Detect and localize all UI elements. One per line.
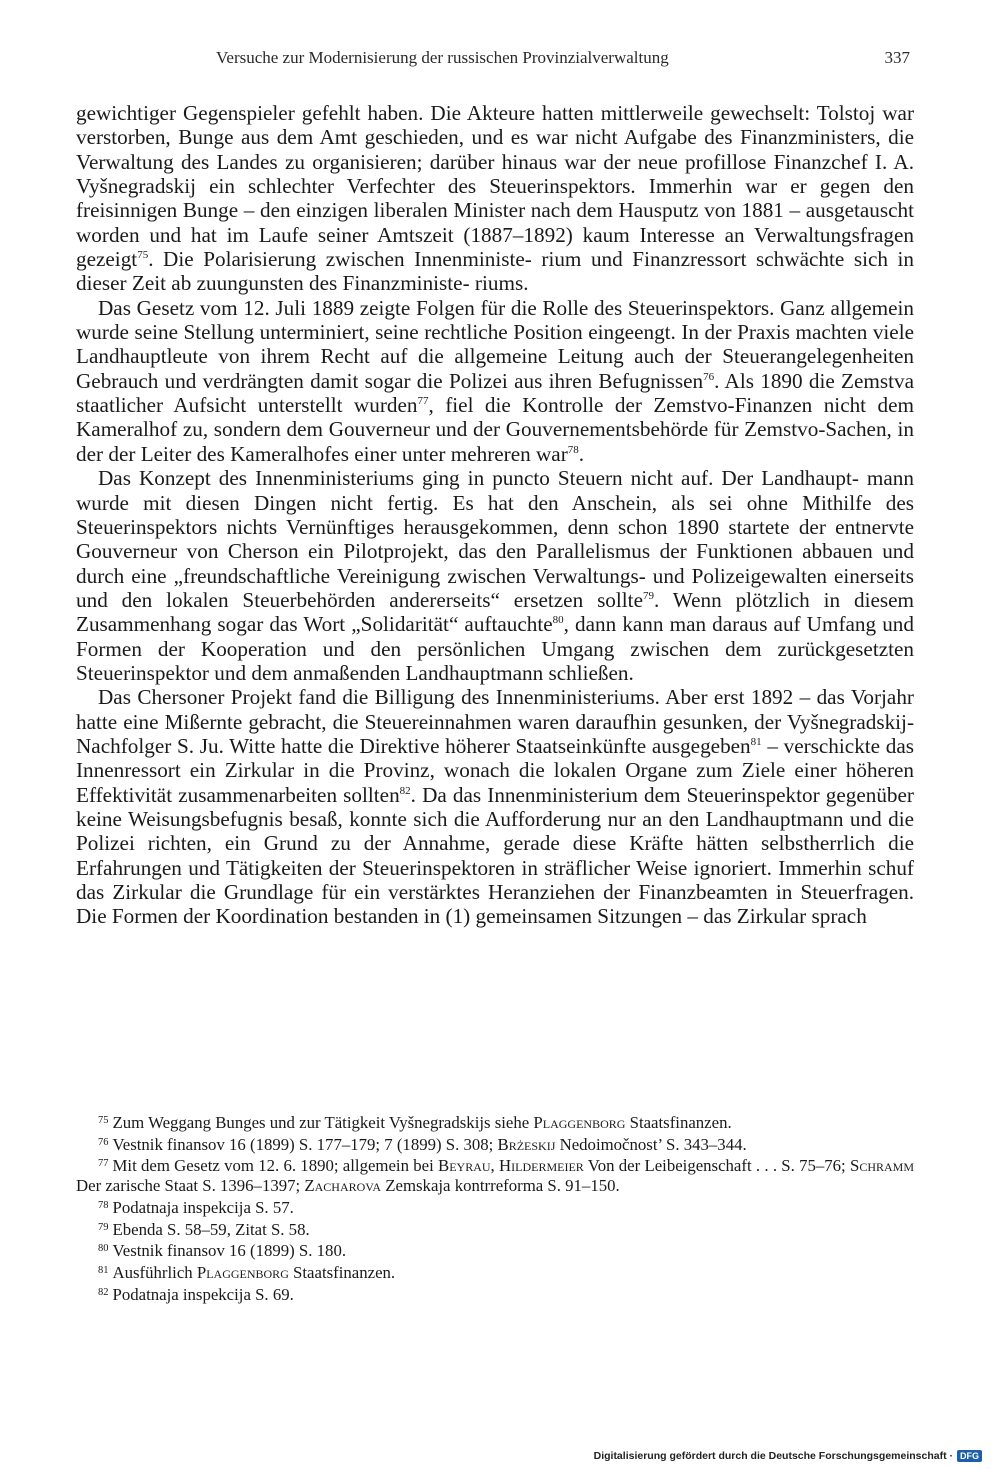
text-run: Das Gesetz vom 12. Juli 1889 zeigte Folgen für die Rolle des Steuerinspektors. Ganz allgemein wurde seine Stellung unterminiert, seine rechtliche Position eingeengt. In der Praxis machten viele Landhauptleute von ihrem Recht auf die allgemeine Leitung auch der Steuerangelegenheiten Gebrauch und verdrängten damit sogar die Polizei aus ihren Befugnissen (76, 295, 914, 393)
footnote-text: Podatnaja inspekcija S. 69. (112, 1284, 294, 1304)
dfg-logo-icon: DFG (957, 1450, 982, 1462)
text-run: , fiel die Kontrolle der Zemstvo-Finanzen nicht dem Kameralhof zu, sondern dem Gouverneur und der Gouvernementsbehörde für Zemstvo-Sachen, in der der Leiter des Kameralhofes einer unter mehreren war (76, 393, 914, 466)
footnote-text: Vestnik finansov 16 (1899) S. 180. (112, 1241, 347, 1261)
footnote-number: 78 (98, 1199, 109, 1211)
text-run: – verschickte das Innenressort ein Zirkular in die Provinz, wonach die lokalen Organe zum Ziele einer höheren Effektivität zusammenarbeiten sollten (76, 733, 914, 807)
footnote-ref-77: 77 (417, 395, 429, 408)
footnote-text: Ebenda S. 58–59, Zitat S. 58. (112, 1219, 310, 1239)
footnote-76 (76, 1133, 914, 1155)
text-run: . (578, 441, 585, 466)
footnote-81 (76, 1261, 914, 1283)
footnote-number: 80 (98, 1243, 109, 1255)
credit-text: Digitalisierung gefördert durch die Deutsche Forschungsgemeinschaft · (593, 1450, 953, 1462)
footnote-ref-76: 76 (703, 370, 715, 383)
footnote-number: 82 (98, 1286, 109, 1298)
footnote-number: 81 (98, 1264, 109, 1276)
author-name: Plaggenborg (533, 1113, 626, 1132)
author-name: Hildermeier (499, 1156, 584, 1176)
footnote-text: Vestnik finansov 16 (1899) S. 177–179; 7 (1899) S. 308; (112, 1134, 498, 1154)
footnote-text: Mit dem Gesetz vom 12. 6. 1890; allgemein bei (112, 1156, 439, 1176)
footnote-number: 76 (98, 1136, 109, 1148)
author-name: Schramm (849, 1156, 914, 1176)
text-run: . Als 1890 die Zemstva staatlicher Aufsicht unterstellt wurden (76, 368, 914, 418)
paragraph-2 (76, 296, 914, 466)
footnote-text: Podatnaja inspekcija S. 57. (112, 1197, 294, 1217)
footnote-ref-82: 82 (399, 784, 411, 797)
footnote-text: , (490, 1156, 500, 1176)
footnote-80 (76, 1239, 914, 1261)
footnote-ref-81: 81 (750, 735, 762, 748)
text-run: . Da das Innenministerium dem Steuerinspektor gegenüber keine Weisungsbefugnis besaß, konnte sich die Aufforderung nur an den Landhauptmann und die Polizei richten, ein Grund zu der Annahme, gerade diese Kräfte hätten selbstherrlich die Erfahrungen und Tätigkeiten der Steuerinspektoren in sträflicher Weise ignoriert. Immerhin schuf das Zirkular die Grundlage für ein verstärktes Heranziehen der Finanzbeamten in Steuerfragen. Die Formen der Koordination bestanden in (1) gemeinsamen Sitzungen – das Zirkular sprach (76, 782, 914, 929)
author-name: Plaggenborg (196, 1262, 289, 1282)
paragraph-4 (76, 685, 914, 928)
footnote-79 (76, 1218, 914, 1240)
text-run: Das Konzept des Innenministeriums ging in puncto Steuern nicht auf. Der Landhaupt- mann wurde mit diesen Dingen nicht fertig. Es hat den Anschein, als sei ohne Mithilfe des Steuerinspektors nichts Vernünftiges herausgekommen, denn schon 1890 startete der entnervte Gouverneur von Cherson ein Pilotprojekt, das den Parallelismus der Funktionen abbauen und durch eine „freundschaftliche Vereinigung zwischen Verwaltungs- und Polizeigewalten einerseits und den lokalen Steuerbehörden andererseits“ ersetzen sollte (76, 466, 914, 612)
running-title: Versuche zur Modernisierung der russischen Provinzialverwaltung (216, 48, 669, 67)
digitization-credit (594, 1450, 982, 1462)
text-run: , dann kann man daraus auf Umfang und Formen der Kooperation und den persönlichen Umgang zwischen dem zurückgesetzten Steuerinspektor und dem anmaßenden Landhauptmann schließen. (76, 612, 914, 685)
author-name: Brżeskij (497, 1134, 556, 1154)
footnote-text: Staatsfinanzen. (625, 1113, 732, 1132)
footnote-78 (76, 1196, 914, 1218)
footnote-ref-75: 75 (137, 249, 149, 262)
footnote-82 (76, 1283, 914, 1305)
footnote-number: 75 (98, 1115, 109, 1126)
footnote-number: 79 (98, 1221, 109, 1233)
footnote-text: Zemskaja kontrreforma S. 91–150. (381, 1176, 620, 1196)
body-text (76, 101, 914, 929)
footnote-77 (76, 1154, 914, 1195)
text-run: Das Chersoner Projekt fand die Billigung des Innenministeriums. Aber erst 1892 – das Vorjahr hatte eine Mißernte gebracht, die Steuereinnahmen waren daraufhin gesunken, der Vyšnegradskij-Nachfolger S. Ju. Witte hatte die Direktive höherer Staatseinkünfte ausgegeben (76, 685, 914, 758)
author-name: Zacharova (304, 1176, 382, 1196)
footnote-text: Von der Leibeigenschaft . . . S. 75–76; (583, 1156, 850, 1176)
footnote-text: Staatsfinanzen. (288, 1262, 396, 1282)
text-run: . Die Polarisierung zwischen Innenministe- rium und Finanzressort schwächte sich in dieser Zeit ab zuungunsten des Finanzministe- riums. (76, 247, 914, 296)
text-run: gewichtiger Gegenspieler gefehlt haben. Die Akteure hatten mittlerweile gewechselt: Tolstoj war verstorben, Bunge aus dem Amt geschieden, und es war nicht Aufgabe des Finanzministers, die Verwaltung des Landes zu organisieren; darüber hinaus war der neue profillose Finanzchef I. A. Vyšnegradskij ein schlechter Verfechter des Steuerinspektors. Immerhin war er gegen den freisinnigen Bunge – den einzigen liberalen Minister nach dem Hausputz von 1881 – ausgetauscht worden und hat im Laufe seiner Amtszeit (1887–1892) kaum Interesse an Verwaltungsfragen gezeigt (76, 101, 914, 272)
footnote-ref-79: 79 (642, 589, 654, 602)
paragraph-3 (76, 466, 914, 685)
footnote-75 (76, 1111, 914, 1133)
footnotes (76, 1111, 914, 1304)
text-run: . Wenn plötzlich in diesem Zusammenhang sogar das Wort „Solidarität“ auftauchte (76, 587, 914, 637)
footnote-text: Nedoimočnost’ S. 343–344. (555, 1134, 747, 1154)
footnote-text: Der zarische Staat S. 1396–1397; (76, 1176, 305, 1196)
paragraph-1 (76, 101, 914, 296)
footnote-ref-80: 80 (552, 614, 564, 627)
footnote-text: Ausführlich (112, 1262, 197, 1282)
footnote-number: 77 (98, 1158, 109, 1170)
footnote-ref-78: 78 (567, 443, 579, 456)
page-number: 337 (884, 48, 910, 67)
author-name: Beyrau (438, 1156, 491, 1176)
footnote-text: Zum Weggang Bunges und zur Tätigkeit Vyšnegradskijs siehe (112, 1113, 534, 1132)
